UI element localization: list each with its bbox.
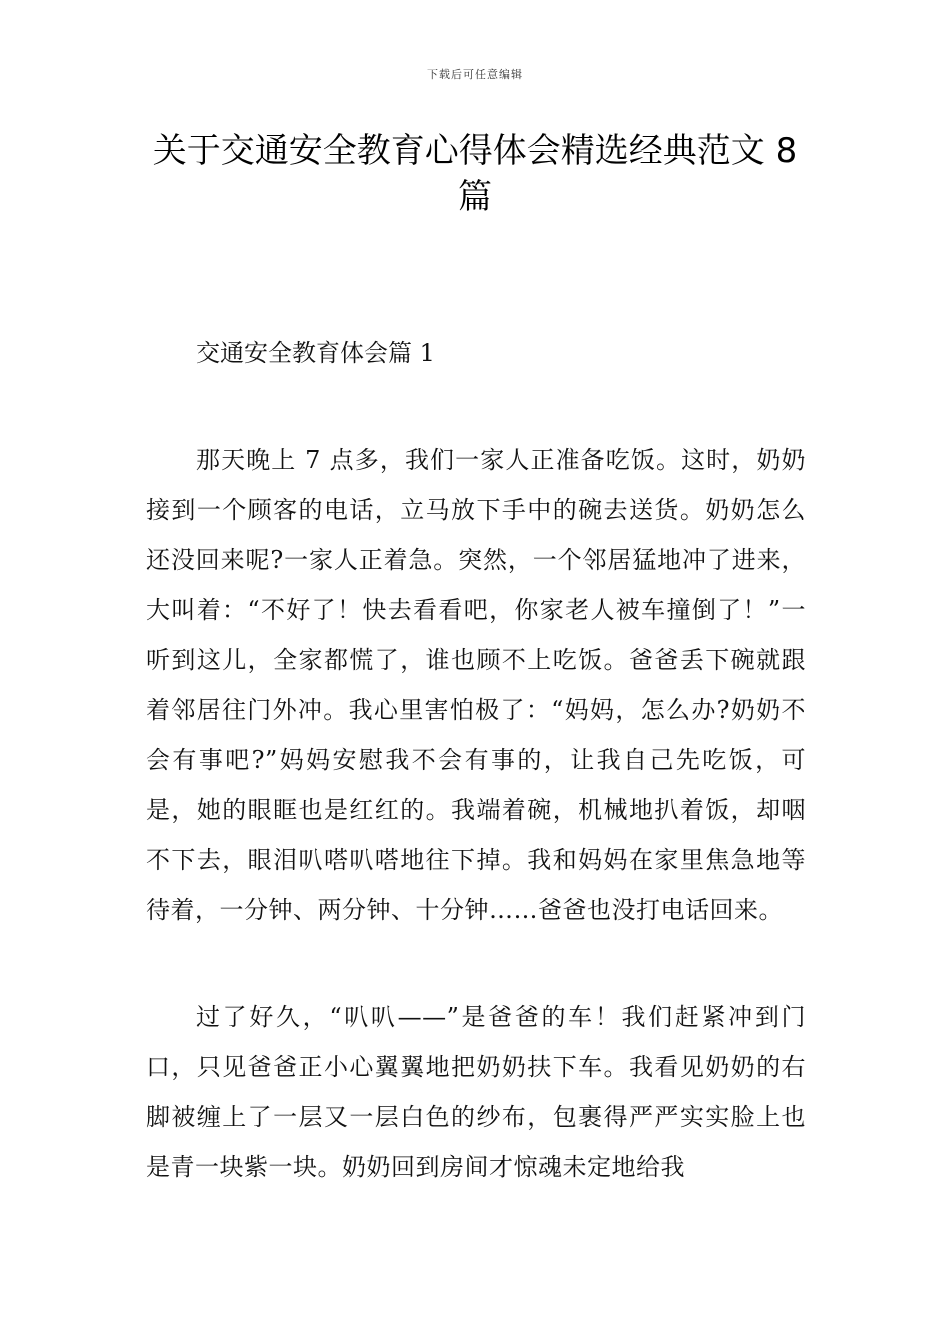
paragraph-2: 过了好久，“叭叭——”是爸爸的车！我们赶紧冲到门口，只见爸爸正小心翼翼地把奶奶扶下车。我看见奶奶的右脚被缠上了一层又一层白色的纱布，包裹得严严实实脸上也是青一块紫一块。奶奶回到房间才惊魂未定地给我 [146, 1003, 806, 1181]
header-note: 下载后可任意编辑 [427, 68, 523, 81]
document-body [146, 328, 806, 1249]
paragraph-1: 那天晚上 7 点多，我们一家人正准备吃饭。这时，奶奶接到一个顾客的电话，立马放下手中的碗去送货。奶奶怎么还没回来呢?一家人正着急。突然，一个邻居猛地冲了进来，大叫着：“不好了！快去看看吧，你家老人被车撞倒了！”一听到这儿，全家都慌了，谁也顾不上吃饭。爸爸丢下碗就跟着邻居往门外冲。我心里害怕极了：“妈妈，怎么办?奶奶不会有事吧?”妈妈安慰我不会有事的，让我自己先吃饭，可是，她的眼眶也是红红的。我端着碗，机械地扒着饭，却咽不下去，眼泪叭嗒叭嗒地往下掉。我和妈妈在家里焦急地等待着，一分钟、两分钟、十分钟……爸爸也没打电话回来。 [146, 446, 806, 924]
document-title: 关于交通安全教育心得体会精选经典范文 8 篇 [152, 131, 798, 217]
section-heading: 交通安全教育体会篇 1 [196, 339, 435, 367]
